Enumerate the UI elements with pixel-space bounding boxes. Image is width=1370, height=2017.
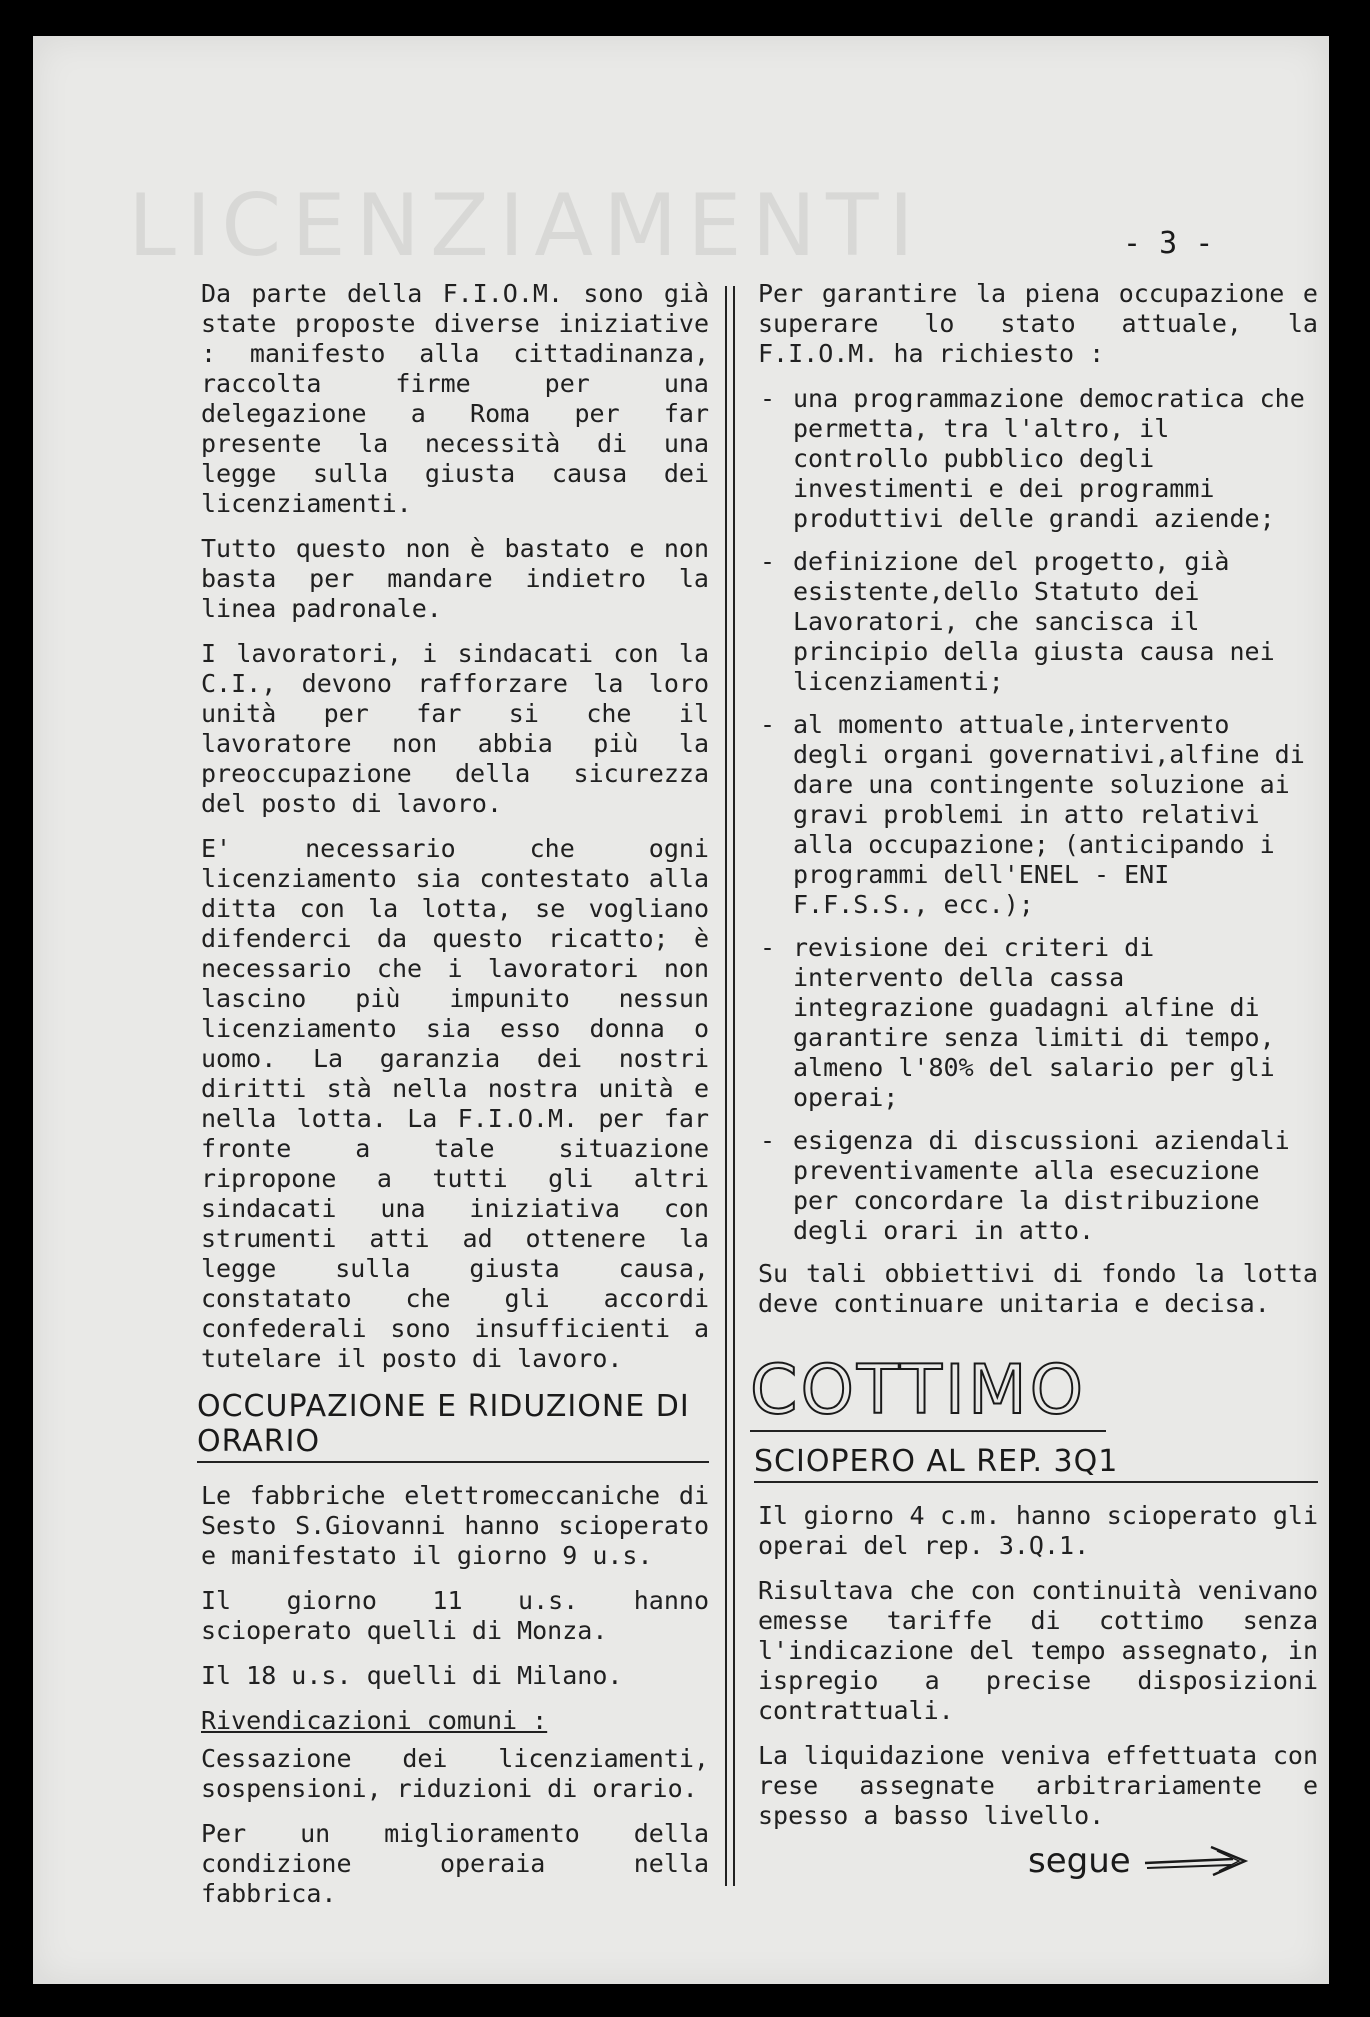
page-number: - 3 - [1123, 226, 1214, 261]
strike-heading: SCIOPERO AL REP. 3Q1 [754, 1444, 1318, 1483]
paragraph: La liquidazione veniva effettuata con rese assegnate arbitrariamente e spesso a basso livello. [758, 1741, 1318, 1830]
paragraph: Il 18 u.s. quelli di Milano. [201, 1661, 623, 1690]
paragraph: I lavoratori, i sindacati con la C.I., devono rafforzare la loro unità per far si che il lavoratore non abbia più la preoccupazione della sicurezza del posto di lavoro. [201, 639, 709, 818]
paragraph: Le fabbriche elettromeccaniche di Sesto S.Giovanni hanno scioperato e manifestato il giorno 9 u.s. [201, 1481, 709, 1570]
paragraph: Il giorno 4 c.m. hanno scioperato gli operai del rep. 3.Q.1. [758, 1501, 1318, 1560]
left-column [197, 279, 709, 1924]
document-page [33, 36, 1329, 1984]
demands-list [758, 384, 1318, 1246]
column-divider [725, 286, 735, 1886]
paragraph: Il giorno 11 u.s. hanno scioperato quelli di Monza. [201, 1586, 709, 1645]
list-item: - una programmazione democratica che permetta, tra l'altro, il controllo pubblico degli investimenti e dei programmi produttivi delle grandi aziende; [758, 384, 1318, 534]
sub-heading: Rivendicazioni comuni : [201, 1706, 548, 1735]
segue-label: segue [1028, 1841, 1131, 1881]
bleed-through-text: LICENZIAMENTI [128, 176, 924, 276]
paragraph: Risultava che con continuità venivano emesse tariffe di cottimo senza l'indicazione del tempo assegnato, in ispregio a precise disposizioni contrattuali. [758, 1576, 1318, 1725]
paragraph: Per un miglioramento della condizione operaia nella fabbrica. [201, 1819, 709, 1908]
paragraph: Da parte della F.I.O.M. sono già state proposte diverse iniziative : manifesto alla cittadinanza, raccolta firme per una delegazione a Roma per far presente la necessità di una legge sulla giusta causa dei licenziamenti. [201, 279, 709, 518]
paragraph: Cessazione dei licenziamenti, sospensioni, riduzioni di orario. [201, 1744, 709, 1803]
paragraph: E' necessario che ogni licenziamento sia contestato alla ditta con la lotta, se vogliano difenderci da questo ricatto; è necessario che i lavoratori non lascino più impunito nessun licenziamento sia esso donna o uomo. La garanzia dei nostri diritti stà nella nostra unità e nella lotta. La F.I.O.M. per far fronte a tale situazione ripropone a tutti gli altri sindacati una iniziativa con strumenti atti ad ottenere la legge sulla giusta causa, constatato che gli accordi confederali sono insufficienti a tutelare il posto di lavoro. [201, 834, 709, 1373]
continuation-note [1028, 1841, 1251, 1881]
right-arrow-icon [1141, 1841, 1251, 1881]
list-item: - al momento attuale,intervento degli organi governativi,alfine di dare una contingente soluzione ai gravi problemi in atto relativi alla occupazione; (anticipando i programmi dell'ENEL - ENI F.F.S.S., ecc.); [758, 710, 1318, 920]
cottimo-title: COTTIMO [750, 1356, 1106, 1432]
list-item: - esigenza di discussioni aziendali preventivamente alla esecuzione per concordare la distribuzione degli orari in atto. [758, 1126, 1318, 1246]
intro-paragraph: Per garantire la piena occupazione e superare lo stato attuale, la F.I.O.M. ha richiesto : [758, 279, 1318, 368]
list-item: - definizione del progetto, già esistente,dello Statuto dei Lavoratori, che sancisca il principio della giusta causa nei licenziamenti; [758, 547, 1318, 697]
right-column [750, 279, 1318, 1846]
paragraph: Tutto questo non è bastato e non basta per mandare indietro la linea padronale. [201, 534, 709, 623]
conclusion-paragraph: Su tali obbiettivi di fondo la lotta deve continuare unitaria e decisa. [758, 1259, 1318, 1318]
list-item: - revisione dei criteri di intervento della cassa integrazione guadagni alfine di garantire senza limiti di tempo, almeno l'80% del salario per gli operai; [758, 933, 1318, 1113]
section-heading: OCCUPAZIONE E RIDUZIONE DI ORARIO [197, 1389, 709, 1463]
